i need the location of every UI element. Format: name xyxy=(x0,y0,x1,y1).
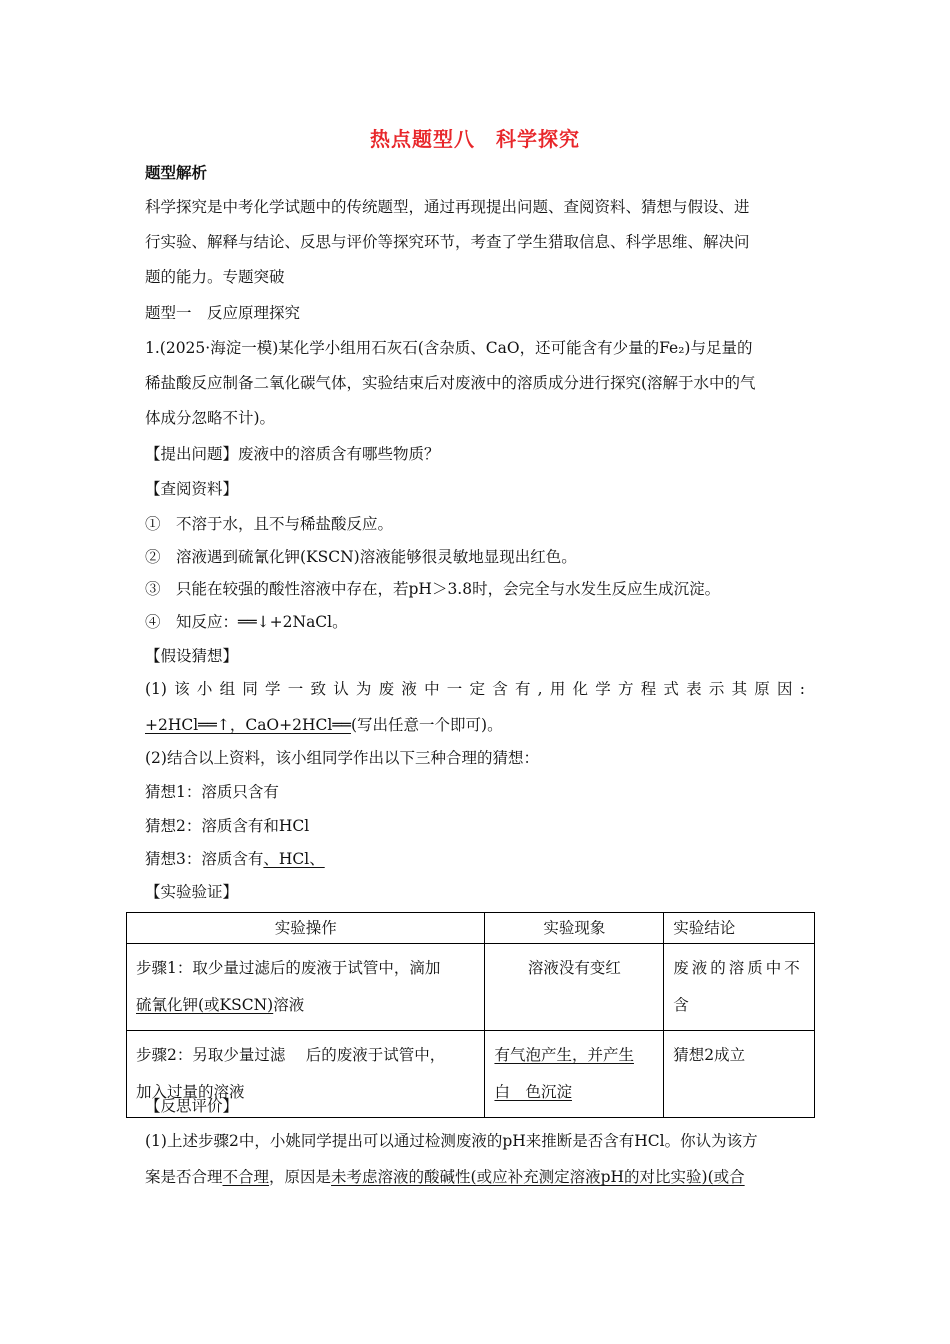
h1-char: 学 xyxy=(265,680,281,698)
row2-phenomenon-line2: 白 色沉淀 xyxy=(494,1083,572,1101)
h1-char: 有 xyxy=(514,680,531,698)
h1-char: 为 xyxy=(355,680,372,698)
type-heading: 题型一 反应原理探究 xyxy=(145,304,301,322)
intro-line-3: 题的能力。专题突破 xyxy=(145,268,285,286)
row2-op-line2: 加入过量的溶液 xyxy=(136,1083,245,1101)
intro-line-2: 行实验、解释与结论、反思与评价等探究环节，考查了学生猎取信息、科学思维、解决问 xyxy=(145,233,750,251)
h1-char: 致 xyxy=(310,680,326,698)
h1-char: : xyxy=(799,680,805,698)
row1-phenomenon: 溶液没有变红 xyxy=(485,944,664,1031)
h1-answer: +2HCl══↑，CaO+2HCl══ xyxy=(145,716,351,734)
h1-char: 用 xyxy=(549,680,566,698)
row1-op-tail: 溶液 xyxy=(273,996,305,1014)
question-line-2: 稀盐酸反应制备二氧化碳气体，实验结束后对废液中的溶质成分进行探究(溶解于水中的气 xyxy=(145,374,756,392)
guess-1: 猜想1：溶质只含有 xyxy=(145,783,279,801)
verify-heading: 【实验验证】 xyxy=(145,883,239,901)
guess-3-prefix: 猜想3：溶质含有 xyxy=(145,850,264,868)
ask-question: 【提出问题】废液中的溶质含有哪些物质？ xyxy=(145,445,440,463)
hypothesis-1-answer-line xyxy=(145,714,503,736)
row2-conclusion: 猜想2成立 xyxy=(664,1031,815,1118)
hypothesis-1-line xyxy=(145,678,805,700)
row2-phenomenon-line1: 有气泡产生，并产生 xyxy=(494,1046,634,1064)
table-header-row xyxy=(127,913,815,944)
h1-char: 液 xyxy=(401,680,417,698)
info-item-3: ③ 只能在较强的酸性溶液中存在，若pH＞3.8时，会完全与水发生反应生成沉淀。 xyxy=(145,580,721,598)
row1-op-line1: 步骤1：取少量过滤后的废液于试管中，滴加 xyxy=(136,959,441,977)
h1-char: (1) xyxy=(145,680,167,698)
row2-phenomenon xyxy=(485,1031,664,1118)
header-conclusion: 实验结论 xyxy=(664,913,815,944)
header-phenomenon: 实验现象 xyxy=(485,913,664,944)
h1-char: 一 xyxy=(446,680,463,698)
reflect-line2-text2: ，原因是 xyxy=(269,1168,332,1186)
h1-char: 含 xyxy=(492,680,508,698)
row1-op-answer: 硫氰化钾(或KSCN) xyxy=(136,996,274,1014)
h1-char: 定 xyxy=(469,680,486,698)
row1-op-line2 xyxy=(136,987,475,1024)
h1-char: 程 xyxy=(640,680,657,698)
row1-conclusion xyxy=(664,944,815,1031)
info-item-4: ④ 知反应：══↓+2NaCl。 xyxy=(145,613,348,631)
h1-char: 原 xyxy=(754,680,770,698)
reflect-line2-answer1: 不合理 xyxy=(222,1168,270,1186)
intro-line-1: 科学探究是中考化学试题中的传统题型，通过再现提出问题、查阅资料、猜想与假设、进 xyxy=(145,198,750,216)
row1-conclusion-line1: 废液的溶质中不 xyxy=(673,959,803,977)
h1-char: 废 xyxy=(378,680,395,698)
question-line-1: 1.(2025·海淀一模)某化学小组用石灰石(含杂质、CaO，还可能含有少量的Fe₂)与足量的 xyxy=(145,339,753,357)
page-title: 热点题型八 科学探究 xyxy=(370,127,580,151)
guess-2: 猜想2：溶质含有和HCl xyxy=(145,817,310,835)
info-item-1: ① 不溶于水，且不与稀盐酸反应。 xyxy=(145,515,394,533)
reflect-line2-text: 案是否合理 xyxy=(145,1168,223,1186)
row2-op-line1: 步骤2：另取少量过滤 后的废液于试管中， xyxy=(136,1046,446,1064)
h1-char: , xyxy=(537,680,543,698)
check-info-heading: 【查阅资料】 xyxy=(145,480,239,498)
h1-char: 示 xyxy=(708,680,725,698)
info-item-2: ② 溶液遇到硫氰化钾(KSCN)溶液能够很灵敏地显现出红色。 xyxy=(145,548,577,566)
reflect-line2-answer2: 未考虑溶液的酸碱性(或应补充测定溶液pH的对比实验)(或合 xyxy=(331,1168,745,1186)
h1-char: 该 xyxy=(174,680,190,698)
h1-char: 一 xyxy=(287,680,304,698)
h1-char: 小 xyxy=(196,680,213,698)
h1-char: 表 xyxy=(686,680,702,698)
header-operation: 实验操作 xyxy=(127,913,485,944)
row1-conclusion-line2: 含 xyxy=(673,996,689,1014)
reflect-heading: 【反思评价】 xyxy=(145,1097,239,1115)
h1-char: 中 xyxy=(424,680,440,698)
h1-char: 因 xyxy=(777,680,793,698)
section-heading: 题型解析 xyxy=(145,164,208,182)
guess-3-answer: 、HCl、 xyxy=(263,850,325,868)
reflect-line-1: (1)上述步骤2中，小姚同学提出可以通过检测废液的pH来推断是否含有HCl。你认为该方 xyxy=(145,1132,758,1150)
h1-char: 认 xyxy=(333,680,349,698)
h1-char: 其 xyxy=(731,680,748,698)
h1-char: 学 xyxy=(595,680,611,698)
row1-operation xyxy=(127,944,485,1031)
h1-char: 组 xyxy=(219,680,236,698)
h1-char: 式 xyxy=(663,680,679,698)
reflect-line-2 xyxy=(145,1166,745,1188)
h1-char: 化 xyxy=(572,680,589,698)
h1-tail: (写出任意一个即可)。 xyxy=(351,716,503,734)
experiment-table xyxy=(126,912,815,1118)
h1-char: 方 xyxy=(617,680,634,698)
h1-char: 同 xyxy=(242,680,258,698)
hypothesis-heading: 【假设猜想】 xyxy=(145,647,239,665)
hypothesis-2-line: (2)结合以上资料，该小组同学作出以下三种合理的猜想： xyxy=(145,749,539,767)
question-line-3: 体成分忽略不计)。 xyxy=(145,409,276,427)
table-row xyxy=(127,944,815,1031)
guess-3 xyxy=(145,848,325,870)
